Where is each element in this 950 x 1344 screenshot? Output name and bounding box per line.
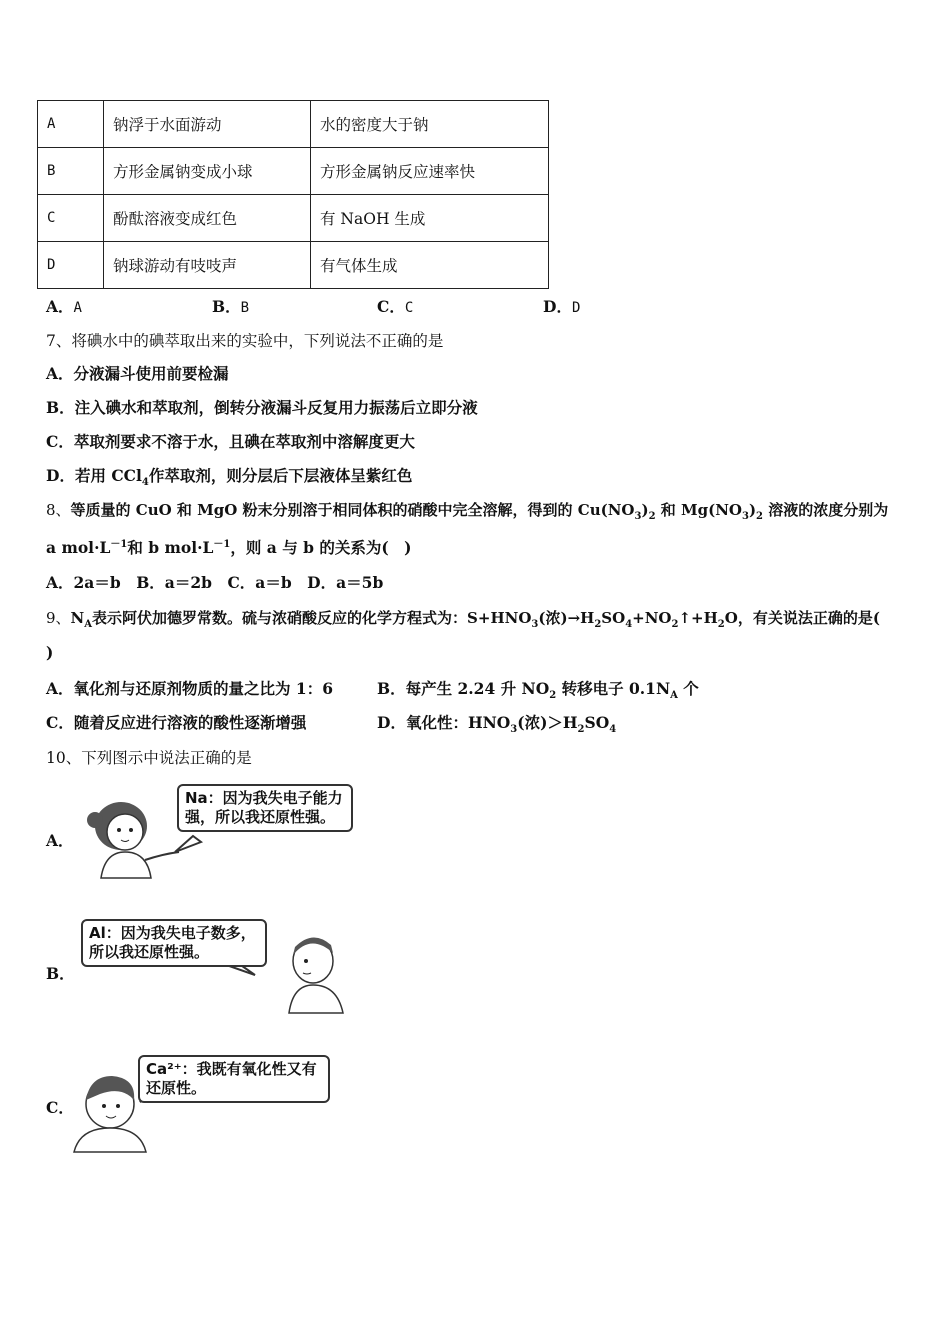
table-row bbox=[38, 101, 549, 148]
q7-option-b: B．注入碘水和萃取剂，倒转分液漏斗反复用力振荡后立即分液 bbox=[46, 398, 478, 417]
q9-stem: 9、$N_A$表示阿伏加德罗常数。硫与浓硝酸反应的化学方程式为：$S+HNO_3$(浓)$\to H_2SO_4+NO_2↑+H_2O$，有关说法正确的是( bbox=[46, 609, 880, 630]
phenomenon-cell: 钠球游动有吱吱声 bbox=[104, 242, 311, 289]
explanation-cell: 有气体生成 bbox=[311, 242, 549, 289]
q8-stem: 8、等质量的 CuO 和 MgO 粉末分别溶于相同体积的硝酸中完全溶解，得到的 $Cu(NO_3)_2$ 和 $Mg(NO_3)_2$ 溶液的浓度分别为 bbox=[46, 501, 889, 522]
q6-option-b: B．B bbox=[212, 297, 250, 316]
q9-stem-line2: ) bbox=[46, 643, 54, 662]
q8-stem-line2: a $mol\cdot L^{-1}$和 b $mol\cdot L^{-1}$，则 a 与 b 的关系为( ) bbox=[46, 538, 412, 557]
q9-option-a: A．氧化剂与还原剂物质的量之比为 1：6 bbox=[46, 679, 333, 698]
phenomenon-cell: 方形金属钠变成小球 bbox=[104, 148, 311, 195]
phenomenon-cell: 酚酞溶液变成红色 bbox=[104, 195, 311, 242]
explanation-cell: 有 NaOH 生成 bbox=[311, 195, 549, 242]
speech-bubble-b: Al：因为我失电子数多，所以我还原性强。 bbox=[81, 919, 267, 967]
q8-options: A．2a＝b B．a＝2b C．a＝b D．a＝5b bbox=[46, 573, 384, 592]
q10-option-c-label: C． bbox=[46, 1098, 74, 1117]
q9-option-d: D．氧化性：$HNO_3$(浓)$>H_2SO_4$ bbox=[377, 713, 617, 736]
q7-stem: 7、将碘水中的碘萃取出来的实验中，下列说法不正确的是 bbox=[46, 332, 444, 350]
table-row bbox=[38, 148, 549, 195]
q10-option-b-label: B． bbox=[46, 964, 75, 983]
speech-bubble-a: Na：因为我失电子能力强，所以我还原性强。 bbox=[177, 784, 353, 832]
q7-option-a: A．分液漏斗使用前要检漏 bbox=[46, 364, 229, 383]
figure-c bbox=[70, 1050, 355, 1155]
explanation-cell: 方形金属钠反应速率快 bbox=[311, 148, 549, 195]
q9-option-c: C．随着反应进行溶液的酸性逐渐增强 bbox=[46, 713, 307, 732]
q7-option-c: C．萃取剂要求不溶于水，且碘在萃取剂中溶解度更大 bbox=[46, 432, 415, 451]
table-row bbox=[38, 195, 549, 242]
q9-option-b: B．每产生 2.24 升 $NO_2$ 转移电子 $0.1N_A$ 个 bbox=[377, 679, 699, 702]
explanation-cell: 水的密度大于钠 bbox=[311, 101, 549, 148]
q6-option-a: A．A bbox=[46, 297, 82, 316]
row-label: A bbox=[38, 101, 104, 148]
speech-bubble-c: Ca²⁺：我既有氧化性又有还原性。 bbox=[138, 1055, 330, 1103]
row-label: D bbox=[38, 242, 104, 289]
phenomenon-cell: 钠浮于水面游动 bbox=[104, 101, 311, 148]
row-label: C bbox=[38, 195, 104, 242]
figure-b bbox=[75, 915, 360, 1015]
q10-option-a-label: A． bbox=[46, 831, 74, 850]
q10-stem: 10、下列图示中说法正确的是 bbox=[46, 749, 252, 767]
q6-option-d: D．D bbox=[543, 297, 581, 316]
row-label: B bbox=[38, 148, 104, 195]
phenomenon-table bbox=[37, 100, 549, 289]
q6-option-c: C．C bbox=[377, 297, 414, 316]
figure-a bbox=[75, 780, 360, 880]
table-row bbox=[38, 242, 549, 289]
q7-option-d: D．若用 CCl$_4$作萃取剂，则分层后下层液体呈紫红色 bbox=[46, 466, 413, 489]
